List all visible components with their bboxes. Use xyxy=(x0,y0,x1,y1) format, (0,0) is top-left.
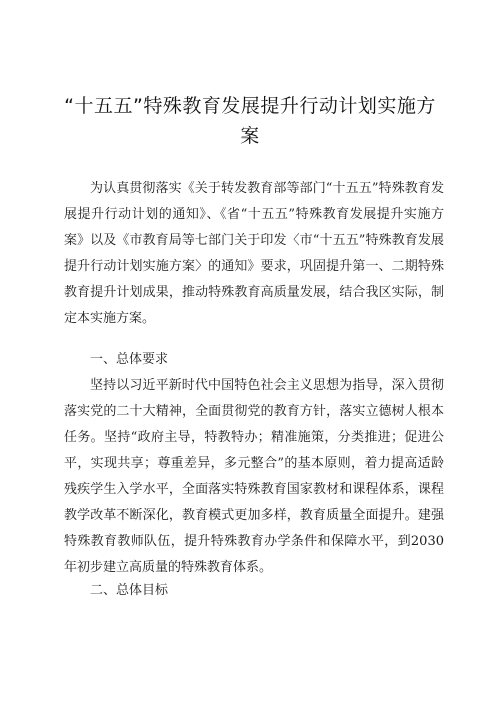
general-requirements-paragraph: 坚持以习近平新时代中国特色社会主义思想为指导，深入贯彻落实党的二十大精神，全面贯彻党的教育方针，落实立德树人根本任务。坚持“政府主导，特教特办；精准施策，分类推进；促进公平，实现共享；尊重差异，多元整合”的基本原则，着力提高适龄残疾学生入学水平，全面落实特殊教育国家教材和课程体系，课程教学改革不断深化，教育模式更加多样，教育质量全面提升。建强特殊教育教师队伍，提升特殊教育办学条件和保障水平，到2030年初步建立高质量的特殊教育体系。 xyxy=(64,378,444,575)
section-heading-general-requirements: 一、总体要求 xyxy=(90,352,169,367)
document-title: “十五五”特殊教育发展提升行动计划实施方 xyxy=(64,95,436,117)
intro-paragraph: 为认真贯彻落实《关于转发教育部等部门“十五五”特殊教育发展提升行动计划的通知》、《省“十五五”特殊教育发展提升实施方案》以及《市教育局等七部门关于印发〈市“十五五”特殊教育发展提升行动计划实施方案〉的通知》要求，巩固提升第一、二期特殊教育提升计划成果，推动特殊教育高质量发展，结合我区实际，制定本实施方案。 xyxy=(64,181,444,326)
section-heading-overall-goals: 二、总体目标 xyxy=(90,583,169,598)
document-title-continuation: 案 xyxy=(240,125,260,147)
